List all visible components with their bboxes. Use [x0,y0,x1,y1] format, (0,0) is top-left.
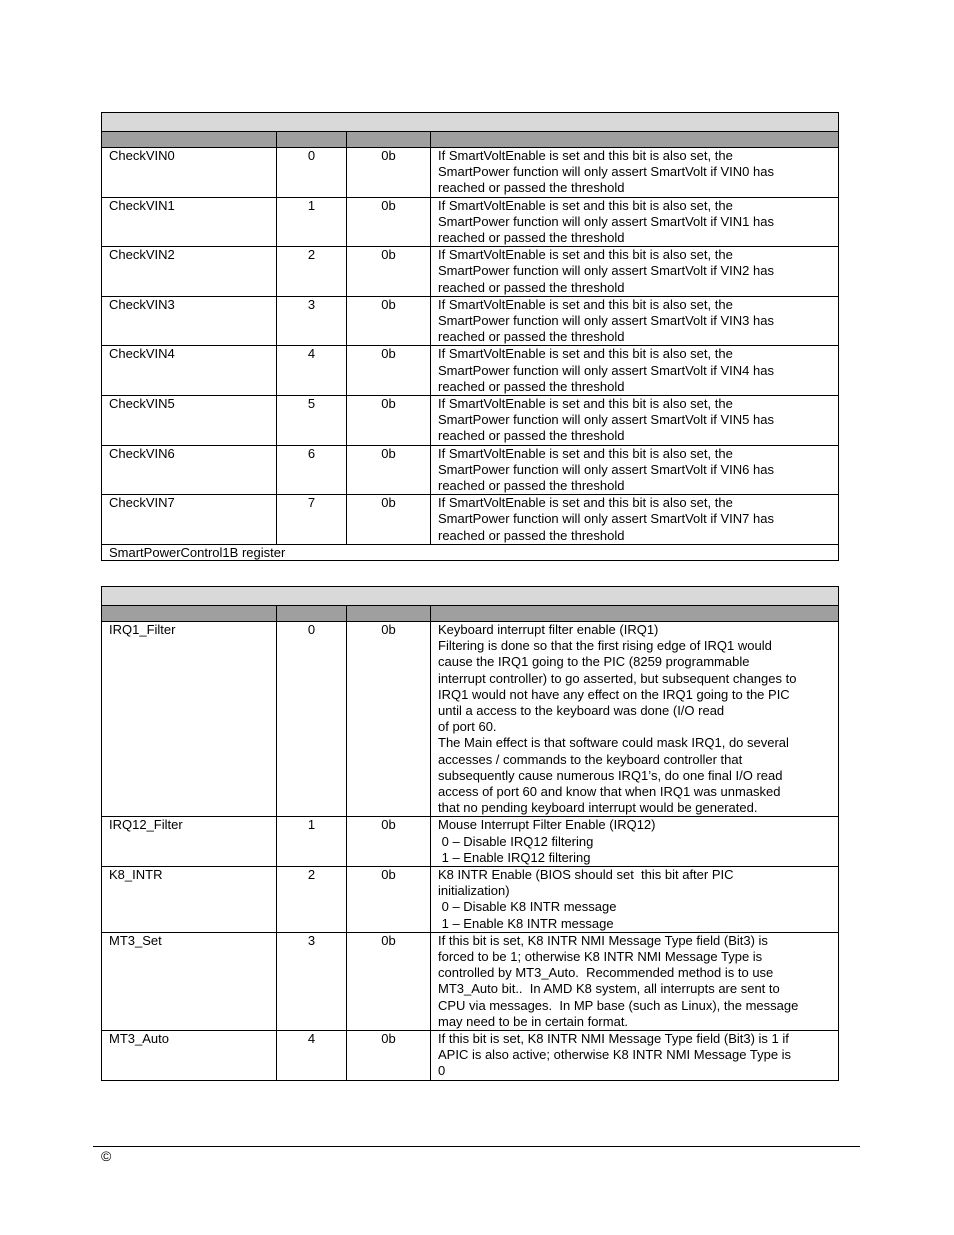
bit-cell: 7 [277,495,347,545]
description-line: If SmartVoltEnable is set and this bit is also set, the [438,247,733,263]
description-line: 0 – Disable K8 INTR message [438,899,617,915]
field-name-cell: CheckVIN6 [102,445,277,495]
description-line: If SmartVoltEnable is set and this bit is also set, the [438,396,733,412]
column-header [347,132,431,148]
description-cell [431,396,839,446]
description-line: reached or passed the threshold [438,378,625,394]
description-line: accesses / commands to the keyboard controller that [438,751,743,767]
description-line: reached or passed the threshold [438,428,625,444]
table-row [102,197,839,247]
bit-cell: 1 [277,197,347,247]
default-value-cell: 0b [347,817,431,867]
field-name-cell: CheckVIN0 [102,148,277,198]
description-line: SmartPower function will only assert SmartVolt if VIN4 has [438,362,774,378]
table-footer-row [102,544,839,560]
description-line: subsequently cause numerous IRQ1’s, do one final I/O read [438,767,783,783]
column-header [102,132,277,148]
table-row [102,247,839,297]
description-line: SmartPower function will only assert SmartVolt if VIN7 has [438,511,774,527]
description-line: 1 – Enable IRQ12 filtering [438,849,591,865]
column-header [277,606,347,622]
description-line: IRQ1 would not have any effect on the IRQ1 going to the PIC [438,686,790,702]
default-value-cell: 0b [347,445,431,495]
column-header [277,132,347,148]
field-name-cell: CheckVIN4 [102,346,277,396]
description-line: K8 INTR Enable (BIOS should set this bit after PIC [438,867,734,883]
description-line: SmartPower function will only assert SmartVolt if VIN2 has [438,263,774,279]
table-row [102,296,839,346]
table-title [102,587,839,606]
description-line: If this bit is set, K8 INTR NMI Message Type field (Bit3) is [438,932,768,948]
field-name-cell: K8_INTR [102,867,277,933]
table-row [102,445,839,495]
register-table-1 [101,112,839,561]
column-header [431,606,839,622]
description-line: The Main effect is that software could mask IRQ1, do several [438,735,789,751]
description-cell [431,495,839,545]
column-header [347,606,431,622]
description-line: SmartPower function will only assert SmartVolt if VIN1 has [438,213,774,229]
table-row [102,622,839,817]
description-line: If this bit is set, K8 INTR NMI Message Type field (Bit3) is 1 if [438,1031,789,1047]
description-line: that no pending keyboard interrupt would be generated. [438,800,758,816]
field-name-cell: MT3_Set [102,932,277,1030]
description-line: If SmartVoltEnable is set and this bit is also set, the [438,148,733,163]
description-cell [431,148,839,198]
description-cell [431,932,839,1030]
footer-rule [93,1146,860,1147]
description-line: access of port 60 and know that when IRQ1 was unmasked [438,784,781,800]
description-line: reached or passed the threshold [438,329,625,345]
field-name-cell: CheckVIN3 [102,296,277,346]
description-line: If SmartVoltEnable is set and this bit is also set, the [438,197,733,213]
description-line: reached or passed the threshold [438,230,625,246]
description-line: of port 60. [438,719,497,735]
description-line: until a access to the keyboard was done (I/O read [438,703,725,719]
table-title-row [102,113,839,132]
description-line: SmartPower function will only assert SmartVolt if VIN6 has [438,461,774,477]
bit-cell: 0 [277,148,347,198]
default-value-cell: 0b [347,495,431,545]
description-cell [431,247,839,297]
description-line: cause the IRQ1 going to the PIC (8259 programmable [438,654,750,670]
description-cell [431,622,839,817]
default-value-cell: 0b [347,197,431,247]
field-name-cell: MT3_Auto [102,1031,277,1081]
field-name-cell: CheckVIN7 [102,495,277,545]
description-line: If SmartVoltEnable is set and this bit is also set, the [438,296,733,312]
bit-cell: 5 [277,396,347,446]
table-title-row [102,587,839,606]
description-line: APIC is also active; otherwise K8 INTR NMI Message Type is [438,1047,792,1063]
description-line: MT3_Auto bit.. In AMD K8 system, all interrupts are sent to [438,981,780,997]
description-line: SmartPower function will only assert SmartVolt if VIN0 has [438,164,774,180]
table-row [102,396,839,446]
default-value-cell: 0b [347,346,431,396]
description-cell [431,197,839,247]
default-value-cell: 0b [347,867,431,933]
description-cell [431,1031,839,1081]
table-row [102,932,839,1030]
field-name-cell: CheckVIN2 [102,247,277,297]
table-row [102,346,839,396]
description-line: 0 [438,1063,446,1079]
register-table-2 [101,586,839,1081]
description-cell [431,867,839,933]
field-name-cell: IRQ1_Filter [102,622,277,817]
description-line: SmartPower function will only assert SmartVolt if VIN3 has [438,313,774,329]
description-line: reached or passed the threshold [438,279,625,295]
default-value-cell: 0b [347,932,431,1030]
default-value-cell: 0b [347,1031,431,1081]
bit-cell: 4 [277,346,347,396]
description-line: SmartPower function will only assert SmartVolt if VIN5 has [438,412,774,428]
description-line: forced to be 1; otherwise K8 INTR NMI Message Type is [438,949,763,965]
description-line: reached or passed the threshold [438,180,625,196]
description-line: initialization) [438,883,510,899]
table-row [102,817,839,867]
bit-cell: 3 [277,296,347,346]
description-line: If SmartVoltEnable is set and this bit is also set, the [438,495,733,511]
description-line: Mouse Interrupt Filter Enable (IRQ12) [438,817,656,833]
description-cell [431,346,839,396]
copyright-mark: © [101,1148,112,1164]
table-footer-label: SmartPowerControl1B register [102,544,839,560]
default-value-cell: 0b [347,396,431,446]
bit-cell: 3 [277,932,347,1030]
description-line: If SmartVoltEnable is set and this bit is also set, the [438,346,733,362]
description-line: may need to be in certain format. [438,1013,629,1029]
bit-cell: 6 [277,445,347,495]
default-value-cell: 0b [347,247,431,297]
table-header-row [102,132,839,148]
description-line: interrupt controller) to go asserted, but subsequent changes to [438,670,797,686]
bit-cell: 1 [277,817,347,867]
bit-cell: 2 [277,247,347,297]
field-name-cell: IRQ12_Filter [102,817,277,867]
bit-cell: 4 [277,1031,347,1081]
default-value-cell: 0b [347,622,431,817]
description-line: Filtering is done so that the first rising edge of IRQ1 would [438,638,772,654]
description-line: 1 – Enable K8 INTR message [438,915,614,931]
description-line: Keyboard interrupt filter enable (IRQ1) [438,622,659,637]
description-cell [431,817,839,867]
table-row [102,1031,839,1081]
table-header-row [102,606,839,622]
description-cell [431,296,839,346]
description-line: 0 – Disable IRQ12 filtering [438,833,594,849]
description-cell [431,445,839,495]
column-header [102,606,277,622]
table-row [102,495,839,545]
field-name-cell: CheckVIN5 [102,396,277,446]
table-row [102,148,839,198]
default-value-cell: 0b [347,296,431,346]
description-line: If SmartVoltEnable is set and this bit is also set, the [438,445,733,461]
description-line: controlled by MT3_Auto. Recommended method is to use [438,965,774,981]
bit-cell: 2 [277,867,347,933]
description-line: reached or passed the threshold [438,527,625,543]
description-line: reached or passed the threshold [438,478,625,494]
field-name-cell: CheckVIN1 [102,197,277,247]
description-line: CPU via messages. In MP base (such as Linux), the message [438,997,799,1013]
column-header [431,132,839,148]
table-title [102,113,839,132]
bit-cell: 0 [277,622,347,817]
default-value-cell: 0b [347,148,431,198]
table-row [102,867,839,933]
